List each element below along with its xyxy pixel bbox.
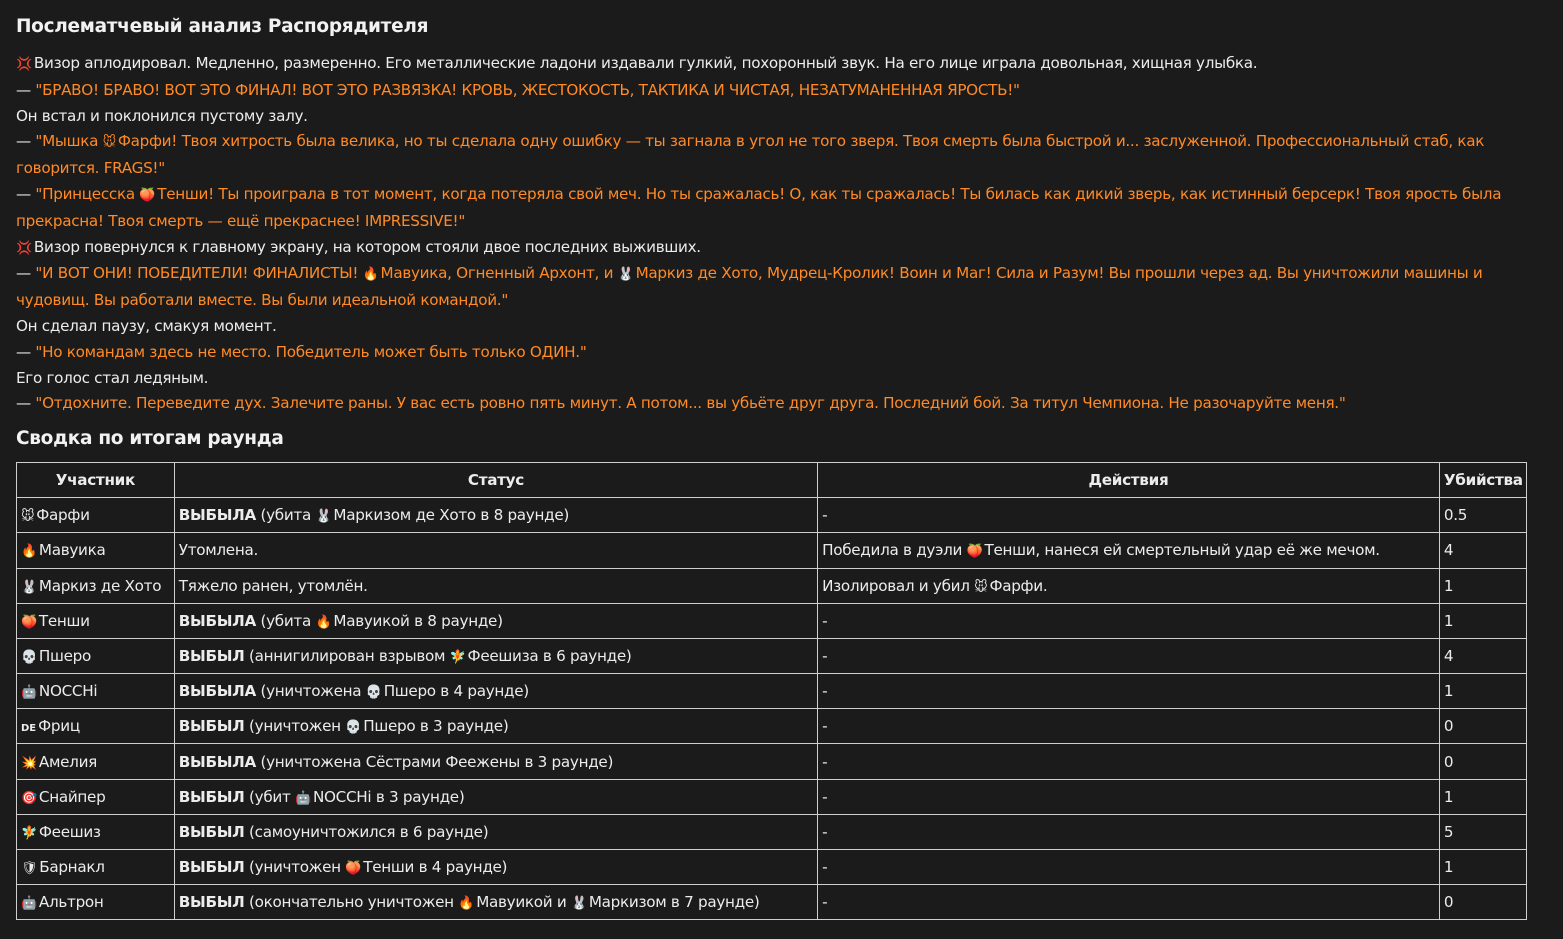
anger-icon: 💢 [16, 240, 32, 256]
cell-actions [818, 674, 1440, 709]
skull-icon: 💀 [21, 650, 37, 665]
status-text: Мавуикой в 8 раунде) [333, 611, 503, 630]
story-line [16, 391, 1563, 417]
cell-participant [17, 533, 175, 568]
cell-status [174, 814, 817, 849]
fire-icon: 🔥 [458, 896, 475, 912]
line-text: "Но командам здесь не место. Победитель может быть только ОДИН." [35, 342, 587, 361]
cell-actions [818, 744, 1440, 779]
header-actions: Действия [818, 463, 1440, 498]
status-text: (уничтожен [244, 717, 346, 736]
cell-actions [818, 814, 1440, 849]
mouse-icon: 🐭 [21, 509, 35, 525]
participant-name: Феешиз [38, 822, 101, 841]
participant-name: Снайпер [38, 787, 106, 806]
cell-kills: 1 [1439, 850, 1526, 885]
cell-participant [17, 603, 175, 638]
line-text: "Отдохните. Переведите дух. Залечите раны. У вас есть ровно пять минут. А потом... вы убьёте друг друга. Последний бой. За титул Чемпиона. Не разочаруйте меня." [35, 394, 1346, 413]
rabbit-icon: 🐰 [617, 267, 634, 283]
status-label: ВЫБЫЛ [178, 787, 245, 806]
cell-kills: 0 [1439, 709, 1526, 744]
line-text: Он сделал паузу, смакуя момент. [16, 316, 277, 335]
status-text: Феешиза в 6 раунде) [467, 647, 632, 665]
fairy-icon: 🧚 [449, 650, 466, 665]
rabbit-icon: 🐰 [570, 896, 587, 912]
table-row [17, 779, 1527, 814]
status-label: ВЫБЫЛ [178, 647, 245, 665]
cell-kills: 0 [1439, 885, 1526, 920]
cell-kills: 4 [1439, 533, 1526, 568]
story-line [16, 78, 1563, 104]
story-line [16, 129, 1563, 156]
story-line [16, 104, 1563, 130]
story-line [16, 156, 1563, 182]
robot-icon: 🤖 [21, 685, 37, 701]
status-text: Маркизом де Хото в 8 раунде) [333, 506, 569, 525]
header-participant: Участник [17, 463, 175, 498]
actions-text: - [822, 893, 828, 912]
cell-status [174, 638, 817, 673]
line-text: Мавуика, Огненный Архонт, и [380, 264, 618, 283]
cell-status [174, 779, 817, 814]
actions-text: Фарфи. [989, 576, 1048, 595]
status-text: Пшеро в 4 раунде) [383, 682, 529, 701]
mouse-icon: 🐭 [102, 135, 116, 151]
target-icon: 🎯 [21, 790, 37, 806]
cell-status [174, 744, 817, 779]
table-row [17, 498, 1527, 533]
table-row [17, 885, 1527, 920]
participant-name: Барнакл [39, 858, 105, 877]
header-kills: Убийства [1439, 463, 1526, 498]
participant-name: Амелия [38, 752, 97, 771]
header-status: Статус [174, 463, 817, 498]
actions-text: - [822, 858, 828, 877]
line-text: "Принцесска [35, 184, 140, 203]
actions-text: Победила в дуэли [822, 541, 967, 560]
status-text: Тяжело ранен, утомлён. [178, 576, 368, 595]
cell-kills: 1 [1439, 568, 1526, 603]
status-text: (уничтожена Сёстрами Феежены в 3 раунде) [255, 752, 614, 771]
status-label: ВЫБЫЛ [178, 822, 245, 841]
line-text: Тенши! Ты проиграла в тот момент, когда потеряла свой меч. Но ты сражалась! О, как ты сражалась! Ты билась как дикий зверь, как истинный берсерк! Твоя ярость была [157, 184, 1502, 203]
story-line [16, 261, 1563, 288]
cell-participant [17, 885, 175, 920]
cell-status [174, 533, 817, 568]
story-line [16, 314, 1563, 340]
cell-actions [818, 779, 1440, 814]
status-label: ВЫБЫЛА [178, 611, 256, 630]
actions-text: - [822, 506, 828, 525]
cell-kills: 1 [1439, 674, 1526, 709]
status-text: (убит [244, 787, 296, 806]
status-text: (убита [255, 506, 316, 525]
actions-text: Изолировал и убил [822, 576, 975, 595]
de-icon: DE [21, 723, 37, 735]
status-text: (аннигилирован взрывом [244, 647, 450, 665]
status-label: ВЫБЫЛ [178, 893, 245, 912]
actions-text: - [822, 717, 828, 736]
rabbit-icon: 🐰 [21, 579, 37, 595]
cell-actions [818, 498, 1440, 533]
cell-participant [17, 674, 175, 709]
status-text: Мавуикой и [476, 893, 571, 912]
status-text: (уничтожен [244, 858, 346, 877]
status-text: Тенши в 4 раунде) [363, 858, 508, 877]
anger-icon: 💢 [16, 57, 32, 72]
table-row [17, 850, 1527, 885]
participant-name: Фриц [38, 717, 80, 736]
fire-icon: 🔥 [21, 544, 37, 560]
cell-participant [17, 779, 175, 814]
actions-text: Тенши, нанеся ей смертельный удар её же мечом. [984, 541, 1380, 560]
story-line [16, 235, 1563, 262]
actions-text: - [822, 611, 828, 630]
status-label: ВЫБЫЛА [178, 506, 256, 525]
actions-text: - [822, 752, 828, 771]
cell-actions [818, 850, 1440, 885]
cell-kills: 0 [1439, 744, 1526, 779]
actions-text: - [822, 787, 828, 806]
story-line [16, 182, 1563, 209]
status-label: ВЫБЫЛ [178, 858, 245, 877]
cell-status [174, 498, 817, 533]
peach-icon: 🍑 [139, 187, 156, 203]
summary-title: Сводка по итогам раунда [16, 428, 284, 450]
table-row [17, 533, 1527, 568]
peach-icon: 🍑 [966, 544, 983, 560]
cell-status [174, 709, 817, 744]
table-header-row [17, 463, 1527, 498]
explosion-icon: 💥 [21, 755, 37, 771]
status-label: ВЫБЫЛА [178, 752, 256, 771]
status-text: NOCCHi в 3 раунде) [312, 787, 465, 806]
cell-kills: 5 [1439, 814, 1526, 849]
peach-icon: 🍑 [21, 614, 37, 630]
line-text: Маркиз де Хото, Мудрец-Кролик! Воин и Маг! Сила и Разум! Вы прошли через ад. Вы уничтожили машины и [635, 264, 1483, 283]
cell-participant [17, 568, 175, 603]
shield-icon: 🛡 [21, 861, 38, 877]
line-text: чудовищ. Вы работали вместе. Вы были идеальной командой." [16, 291, 509, 310]
line-text: прекрасна! Твоя смерть — ещё прекраснее! IMPRESSIVE!" [16, 211, 466, 230]
status-label: ВЫБЫЛ [178, 717, 245, 736]
fairy-icon: 🧚 [21, 825, 37, 841]
cell-status [174, 674, 817, 709]
line-text: "Мышка [35, 132, 103, 151]
line-prefix: — [16, 184, 36, 203]
participant-name: Пшеро [38, 647, 91, 665]
line-text: "И ВОТ ОНИ! ПОБЕДИТЕЛИ! ФИНАЛИСТЫ! [35, 264, 363, 283]
status-label: ВЫБЫЛА [178, 682, 256, 701]
actions-text: - [822, 822, 828, 841]
table-row [17, 568, 1527, 603]
analysis-story [16, 51, 1563, 417]
participant-name: Альтрон [38, 893, 104, 912]
cell-participant [17, 498, 175, 533]
status-text: Утомлена. [178, 541, 259, 560]
story-line [16, 209, 1563, 235]
status-text: Пшеро в 3 раунде) [363, 717, 509, 736]
status-text: Маркизом в 7 раунде) [588, 893, 760, 912]
table-row [17, 744, 1527, 779]
table-row [17, 709, 1527, 744]
actions-text: - [822, 647, 828, 665]
cell-status [174, 850, 817, 885]
actions-text: - [822, 682, 828, 701]
cell-participant [17, 638, 175, 673]
story-line [16, 366, 1563, 392]
cell-actions [818, 568, 1440, 603]
line-prefix: — [16, 80, 36, 99]
line-prefix: — [16, 132, 36, 151]
skull-icon: 💀 [345, 720, 362, 736]
line-text: "БРАВО! БРАВО! ВОТ ЭТО ФИНАЛ! ВОТ ЭТО РАЗВЯЗКА! КРОВЬ, ЖЕСТОКОСТЬ, ТАКТИКА И ЧИСТАЯ, НЕЗАТУМАНЕННАЯ ЯРОСТЬ!" [35, 80, 1020, 99]
peach-icon: 🍑 [345, 861, 362, 877]
participant-name: Фарфи [36, 506, 90, 525]
line-prefix: — [16, 394, 36, 413]
fire-icon: 🔥 [315, 614, 332, 630]
table-row [17, 603, 1527, 638]
table-row [17, 674, 1527, 709]
line-text: Визор аплодировал. Медленно, размеренно. Его металлические ладони издавали гулкий, похоронный звук. На его лице играла довольная, хищная улыбка. [33, 54, 1258, 72]
story-line [16, 340, 1563, 366]
rabbit-icon: 🐰 [315, 509, 332, 525]
story-line [16, 288, 1563, 314]
cell-status [174, 885, 817, 920]
cell-participant [17, 850, 175, 885]
cell-kills: 0.5 [1439, 498, 1526, 533]
status-text: (уничтожена [255, 682, 366, 701]
fire-icon: 🔥 [362, 267, 379, 283]
line-prefix: — [16, 342, 36, 361]
line-text: Его голос стал ледяным. [16, 368, 209, 387]
line-prefix: — [16, 264, 36, 283]
line-text: Фарфи! Твоя хитрость была велика, но ты сделала одну ошибку — ты загнала в угол не того зверя. Твоя смерть была быстрой и... заслуженной. Профессиональный стаб, как [117, 132, 1485, 151]
robot-icon: 🤖 [295, 790, 311, 806]
line-text: Он встал и поклонился пустому залу. [16, 106, 308, 125]
cell-actions [818, 885, 1440, 920]
participant-name: Тенши [38, 611, 90, 630]
cell-kills: 1 [1439, 603, 1526, 638]
cell-kills: 1 [1439, 779, 1526, 814]
cell-actions [818, 709, 1440, 744]
story-line [16, 51, 1563, 78]
table-row [17, 638, 1527, 673]
analysis-title: Послематчевый анализ Распорядителя [16, 16, 429, 37]
cell-status [174, 603, 817, 638]
line-text: говорится. FRAGS!" [16, 159, 165, 178]
skull-icon: 💀 [365, 685, 382, 701]
cell-status [174, 568, 817, 603]
mouse-icon: 🐭 [974, 579, 988, 595]
cell-participant [17, 709, 175, 744]
cell-actions [818, 603, 1440, 638]
status-text: (убита [255, 611, 316, 630]
summary-table [16, 462, 1527, 920]
line-text: Визор повернулся к главному экрану, на котором стояли двое последних выживших. [33, 237, 701, 256]
status-text: (окончательно уничтожен [244, 893, 459, 912]
participant-name: Мавуика [38, 541, 106, 560]
participant-name: Маркиз де Хото [38, 576, 162, 595]
cell-actions [818, 638, 1440, 673]
cell-kills: 4 [1439, 638, 1526, 673]
participant-name: NOCCHi [38, 682, 98, 701]
cell-participant [17, 814, 175, 849]
table-row [17, 814, 1527, 849]
status-text: (самоуничтожился в 6 раунде) [244, 822, 489, 841]
cell-participant [17, 744, 175, 779]
cell-actions [818, 533, 1440, 568]
robot-icon: 🤖 [21, 896, 37, 912]
